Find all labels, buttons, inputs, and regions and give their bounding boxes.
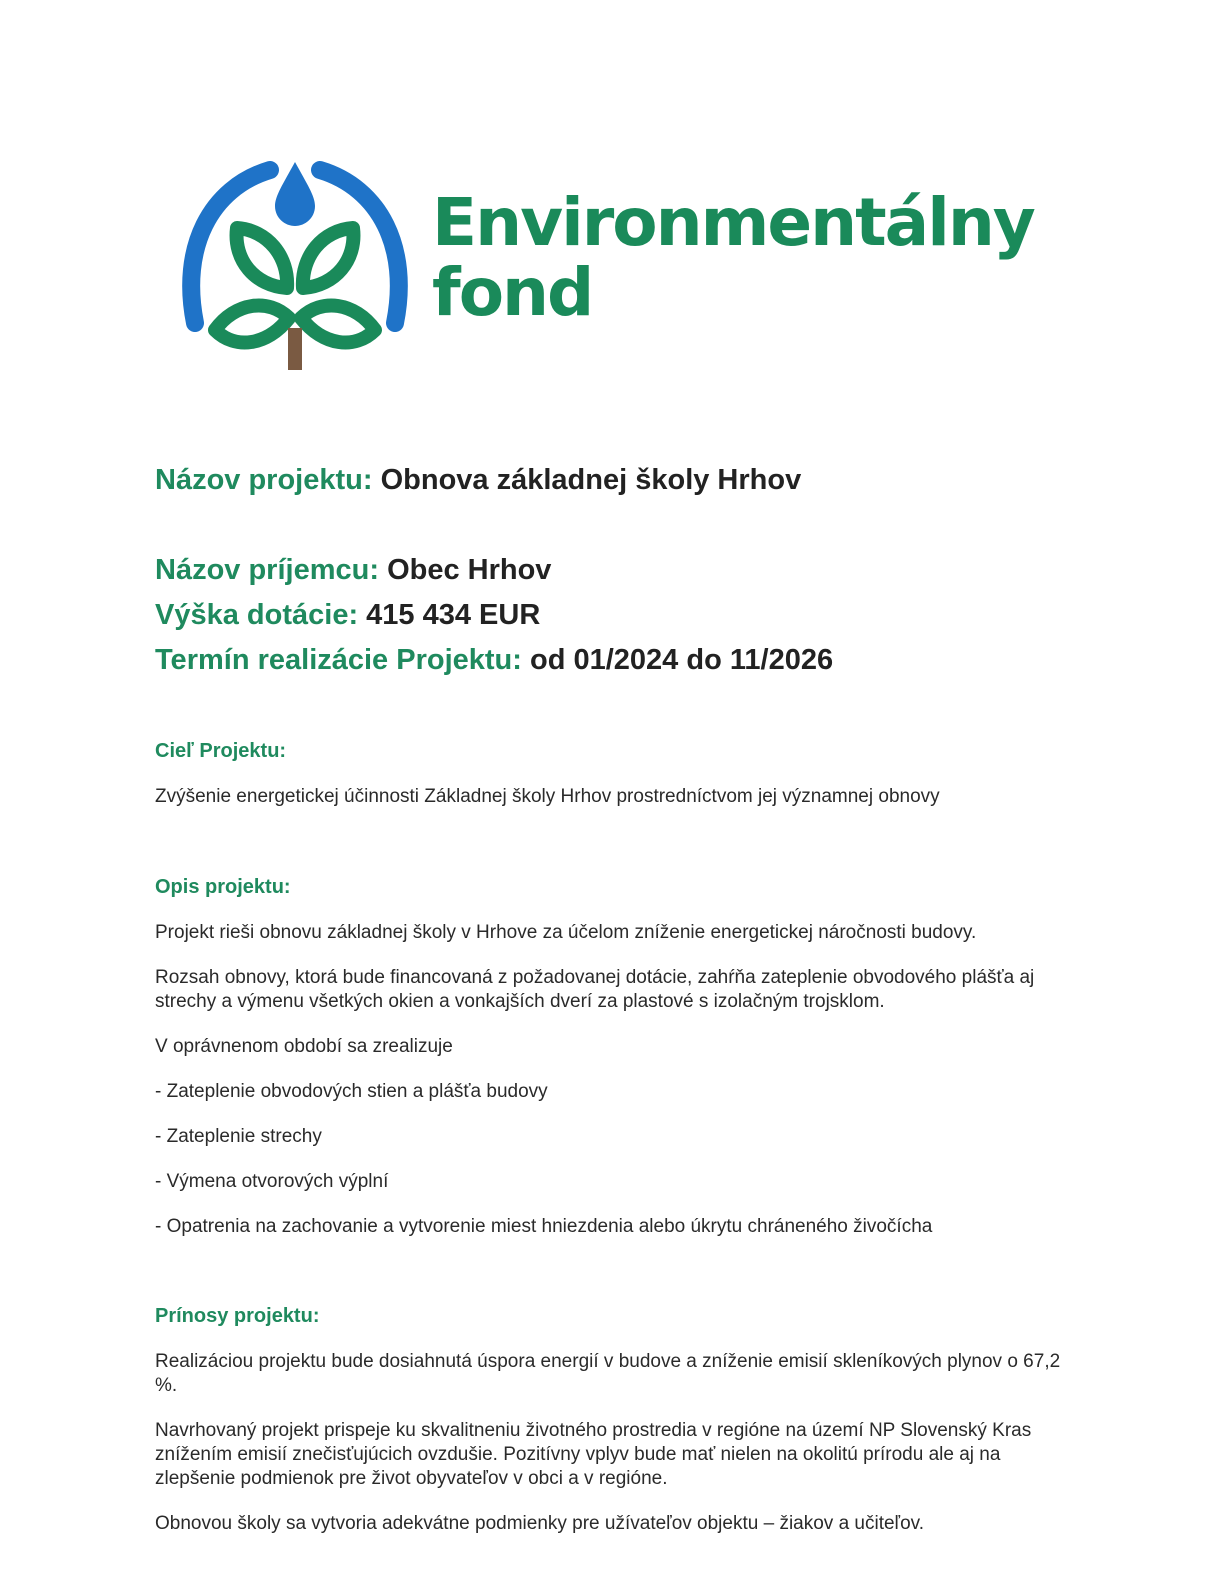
benefits-paragraph: Obnovou školy sa vytvoria adekvátne podmienky pre užívateľov objektu – žiakov a učiteľov. (155, 1513, 925, 1534)
benefits-paragraph: Realizáciou projektu bude dosiahnutá úspora energií v budove a zníženie emisií skleníkových plynov o 67,2 %. (155, 1351, 1061, 1396)
benefits-section (155, 1305, 1070, 1557)
environmental-fund-logo (175, 158, 1055, 378)
description-paragraph: Projekt rieši obnovu základnej školy v Hrhove za účelom zníženie energetickej náročnosti budovy. (155, 922, 977, 943)
grant-row (155, 593, 1075, 638)
list-item: - Opatrenia na zachovanie a vytvorenie miest hniezdenia alebo úkrytu chráneného živočícha (155, 1216, 933, 1237)
term-row (155, 638, 1075, 683)
term-value: od 01/2024 do 11/2026 (530, 644, 834, 676)
project-name-label: Názov projektu: (155, 464, 373, 496)
list-item: - Zateplenie strechy (155, 1126, 322, 1147)
project-name-row (155, 458, 1075, 503)
recipient-row (155, 548, 1075, 593)
description-section (155, 876, 1070, 1260)
term-label: Termín realizácie Projektu: (155, 644, 522, 676)
description-paragraph: V oprávnenom období sa zrealizuje (155, 1036, 453, 1057)
recipient-label: Názov príjemcu: (155, 554, 379, 586)
description-title: Opis projektu: (155, 876, 291, 898)
recipient-value: Obec Hrhov (387, 554, 552, 586)
project-name-value: Obnova základnej školy Hrhov (380, 464, 802, 496)
benefits-title: Prínosy projektu: (155, 1305, 320, 1327)
goal-section (155, 740, 1070, 830)
grant-value: 415 434 EUR (366, 599, 541, 631)
leaf-water-drop-icon (175, 158, 415, 378)
list-item: - Výmena otvorových výplní (155, 1171, 389, 1192)
list-item: - Zateplenie obvodových stien a plášťa budovy (155, 1081, 548, 1102)
benefits-paragraph: Navrhovaný projekt prispeje ku skvalitneniu životného prostredia v regióne na území NP Slovenský Kras znížením emisií znečisťujúcich ovzdušie. Pozitívny vplyv bude mať nielen na okolitú prírodu ale aj na zlepšenie podmienok pre život obyvateľov v obci a v regióne. (155, 1420, 1032, 1489)
logo-line-2: fond (432, 254, 593, 331)
project-info-block (155, 458, 1075, 683)
goal-text: Zvýšenie energetickej účinnosti Základnej školy Hrhov prostredníctvom jej významnej obnovy (155, 786, 940, 807)
logo-line-1: Environmentálny (432, 184, 1034, 261)
goal-title: Cieľ Projektu: (155, 740, 287, 762)
grant-label: Výška dotácie: (155, 599, 359, 631)
logo-wordmark (432, 184, 1034, 331)
description-paragraph: Rozsah obnovy, ktorá bude financovaná z požadovanej dotácie, zahŕňa zateplenie obvodového plášťa aj strechy a výmenu všetkých okien a vonkajších dverí za plastové s izolačným trojsklom. (155, 967, 1035, 1012)
